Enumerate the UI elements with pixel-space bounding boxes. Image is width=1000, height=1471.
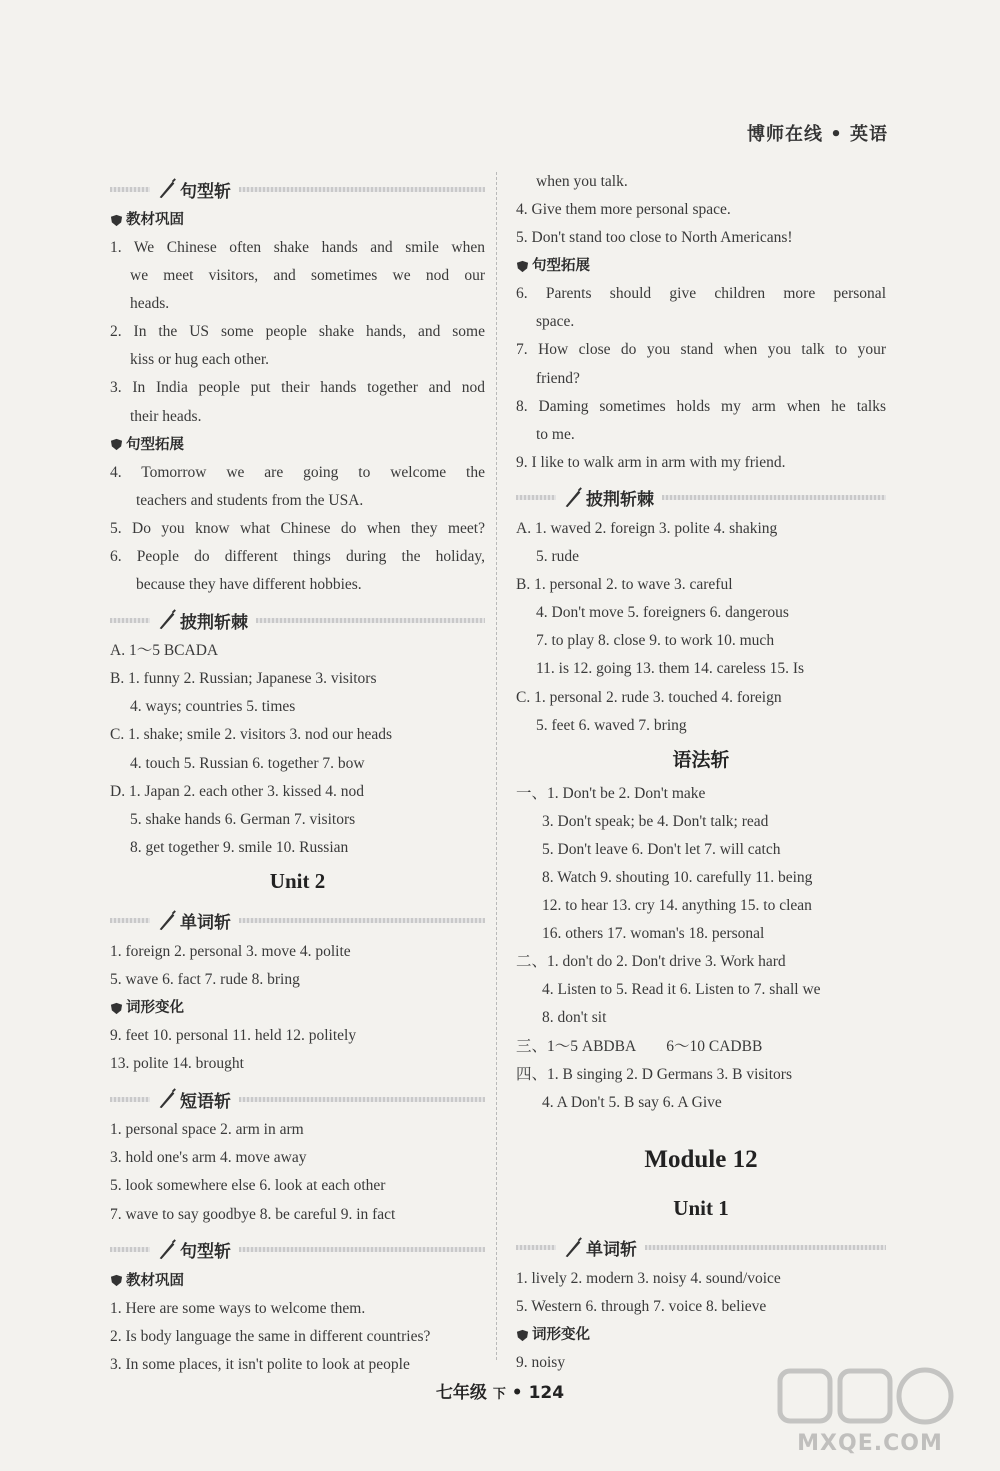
text-line: 5. Do you know what Chinese do when they meet? bbox=[110, 519, 485, 537]
text-line: 三、1～5 ABDBA 6～10 CADBB bbox=[516, 1037, 763, 1055]
section-title: 句型斩 bbox=[180, 1242, 231, 1263]
text-line: 7. How close do you stand when you talk to your bbox=[516, 341, 886, 359]
text-line: teachers and students from the USA. bbox=[136, 491, 364, 509]
shield-icon bbox=[110, 1002, 123, 1015]
shield-icon bbox=[516, 1329, 529, 1342]
text-line: 4. Give them more personal space. bbox=[516, 201, 731, 219]
text-line: 7. wave to say goodbye 8. be careful 9. in fact bbox=[110, 1205, 396, 1223]
text-line: kiss or hug each other. bbox=[130, 351, 270, 369]
subsection-title: 词形变化 bbox=[126, 1000, 184, 1017]
text-line: 3. In India people put their hands together and nod bbox=[110, 379, 485, 397]
section-title: 句型斩 bbox=[180, 181, 231, 202]
pen-icon bbox=[562, 1237, 584, 1259]
unit-title: Unit 2 bbox=[269, 868, 326, 893]
section-header-sentence bbox=[110, 1233, 485, 1267]
grammar-title: 语法斩 bbox=[672, 748, 730, 771]
text-line: B. 1. personal 2. to wave 3. careful bbox=[516, 576, 733, 594]
pen-icon bbox=[156, 1088, 178, 1110]
text-line: 1. We Chinese often shake hands and smile when bbox=[110, 239, 485, 256]
term-label: 下 bbox=[492, 1387, 506, 1402]
text-line: 5. rude bbox=[536, 548, 580, 566]
text-line: 4. Listen to 5. Read it 6. Listen to 7. shall we bbox=[542, 981, 821, 999]
text-line: 9. feet 10. personal 11. held 12. politely bbox=[110, 1027, 357, 1045]
text-line: 5. look somewhere else 6. look at each other bbox=[110, 1177, 386, 1195]
left-column bbox=[110, 168, 485, 1379]
pen-icon bbox=[156, 1239, 178, 1261]
text-line: 1. lively 2. modern 3. noisy 4. sound/voice bbox=[516, 1269, 781, 1287]
footer-separator: • bbox=[511, 1383, 523, 1403]
text-line: 4. touch 5. Russian 6. together 7. bow bbox=[130, 754, 365, 772]
section-header-words bbox=[110, 904, 485, 938]
text-line: 1. Here are some ways to welcome them. bbox=[110, 1299, 366, 1317]
text-line: 11. is 12. going 13. them 14. careless 15. Is bbox=[536, 660, 805, 678]
subsection-header bbox=[516, 252, 886, 280]
text-line: 四、1. B singing 2. D Germans 3. B visitors bbox=[516, 1065, 792, 1083]
watermark-graphic bbox=[770, 1366, 970, 1436]
subsection-title: 词形变化 bbox=[532, 1327, 590, 1343]
text-line: 6. Parents should give children more personal bbox=[516, 285, 886, 303]
shield-icon bbox=[110, 1274, 123, 1287]
text-line: A. 1～5 BCADA bbox=[110, 642, 219, 660]
subsection-header bbox=[516, 1321, 886, 1349]
text-line: 12. to hear 13. cry 14. anything 15. to clean bbox=[542, 897, 812, 915]
subsection-title: 句型拓展 bbox=[532, 258, 590, 275]
section-title: 单词斩 bbox=[180, 913, 231, 934]
text-line: their heads. bbox=[130, 407, 202, 425]
section-header-challenge bbox=[110, 603, 485, 637]
text-line: 4. ways; countries 5. times bbox=[130, 698, 296, 716]
text-line: space. bbox=[536, 313, 575, 331]
section-title: 披荆斩棘 bbox=[586, 490, 654, 511]
text-line: 5. Don't leave 6. Don't let 7. will catch bbox=[542, 840, 781, 858]
text-line: 一、1. Don't be 2. Don't make bbox=[516, 784, 706, 802]
text-line: 1. foreign 2. personal 3. move 4. polite bbox=[110, 942, 351, 960]
text-line: 4. A Don't 5. B say 6. A Give bbox=[542, 1093, 722, 1111]
watermark-text: MXQE.COM bbox=[797, 1431, 943, 1456]
subsection-title: 句型拓展 bbox=[126, 436, 184, 453]
text-line: 13. polite 14. brought bbox=[110, 1055, 244, 1073]
text-line: to me. bbox=[536, 425, 575, 443]
text-line: 5. Western 6. through 7. voice 8. believe bbox=[516, 1297, 767, 1315]
grade-label: 七年级 bbox=[435, 1383, 487, 1403]
text-line: 3. Don't speak; be 4. Don't talk; read bbox=[542, 812, 769, 830]
section-title: 短语斩 bbox=[180, 1091, 231, 1112]
text-line: 5. wave 6. fact 7. rude 8. bring bbox=[110, 970, 300, 988]
watermark-logo bbox=[770, 1366, 970, 1456]
subsection-header bbox=[110, 994, 485, 1022]
text-line: friend? bbox=[536, 369, 580, 387]
shield-icon bbox=[516, 260, 529, 273]
text-line: 4. Don't move 5. foreigners 6. dangerous bbox=[536, 604, 789, 622]
text-line: 5. Don't stand too close to North Americans! bbox=[516, 229, 793, 247]
subsection-title: 教材巩固 bbox=[126, 212, 184, 228]
text-line: 16. others 17. woman's 18. personal bbox=[542, 925, 765, 943]
subsection-header bbox=[110, 431, 485, 459]
text-line: 2. Is body language the same in different countries? bbox=[110, 1327, 431, 1345]
text-line: 5. shake hands 6. German 7. visitors bbox=[130, 810, 356, 828]
text-line: 7. to play 8. close 9. to work 10. much bbox=[536, 632, 775, 650]
text-line: A. 1. waved 2. foreign 3. polite 4. shaking bbox=[516, 519, 778, 537]
page-number: 124 bbox=[528, 1383, 565, 1403]
shield-icon bbox=[110, 438, 123, 451]
pen-icon bbox=[156, 609, 178, 631]
subsection-title: 教材巩固 bbox=[126, 1272, 184, 1289]
text-line: D. 1. Japan 2. each other 3. kissed 4. nod bbox=[110, 782, 364, 800]
shield-icon bbox=[110, 214, 123, 227]
section-header-sentence bbox=[110, 172, 485, 206]
text-line: heads. bbox=[130, 295, 170, 313]
text-line: 8. Watch 9. shouting 10. carefully 11. being bbox=[542, 868, 813, 886]
unit-title: Unit 1 bbox=[673, 1195, 729, 1220]
section-title: 单词斩 bbox=[586, 1240, 637, 1261]
right-column bbox=[516, 168, 886, 1377]
text-line: 6. People do different things during the holiday, bbox=[110, 547, 485, 565]
text-line: when you talk. bbox=[536, 173, 628, 190]
text-line: we meet visitors, and sometimes we nod our bbox=[130, 267, 485, 285]
text-line: 4. Tomorrow we are going to welcome the bbox=[110, 463, 485, 481]
text-line: 8. don't sit bbox=[542, 1009, 607, 1027]
text-line: 8. get together 9. smile 10. Russian bbox=[130, 838, 349, 856]
pen-icon bbox=[156, 910, 178, 932]
text-line: 2. In the US some people shake hands, and some bbox=[110, 323, 485, 341]
pen-icon bbox=[562, 487, 584, 509]
subsection-header bbox=[110, 1267, 485, 1295]
text-line: C. 1. shake; smile 2. visitors 3. nod our heads bbox=[110, 726, 392, 744]
section-header-challenge bbox=[516, 481, 886, 515]
text-line: 3. In some places, it isn't polite to look at people bbox=[110, 1355, 410, 1373]
section-header-phrases bbox=[110, 1082, 485, 1116]
text-line: 二、1. don't do 2. Don't drive 3. Work hard bbox=[516, 953, 786, 971]
subsection-header bbox=[110, 206, 485, 234]
text-line: C. 1. personal 2. rude 3. touched 4. foreign bbox=[516, 688, 782, 706]
text-line: 1. personal space 2. arm in arm bbox=[110, 1121, 304, 1139]
text-line: 9. I like to walk arm in arm with my friend. bbox=[516, 453, 786, 471]
text-line: 3. hold one's arm 4. move away bbox=[110, 1149, 307, 1167]
header-brand: 博师在线 • 英语 bbox=[746, 124, 888, 145]
text-line: 5. feet 6. waved 7. bring bbox=[536, 716, 687, 734]
section-title: 披荆斩棘 bbox=[180, 612, 248, 633]
column-divider bbox=[496, 172, 497, 1360]
pen-icon bbox=[156, 178, 178, 200]
module-title: Module 12 bbox=[644, 1145, 758, 1173]
text-line: B. 1. funny 2. Russian; Japanese 3. visitors bbox=[110, 670, 377, 688]
text-line: because they have different hobbies. bbox=[136, 576, 362, 594]
section-header-words bbox=[516, 1231, 886, 1265]
text-line: 9. noisy bbox=[516, 1354, 566, 1371]
text-line: 8. Daming sometimes holds my arm when he talks bbox=[516, 397, 886, 415]
